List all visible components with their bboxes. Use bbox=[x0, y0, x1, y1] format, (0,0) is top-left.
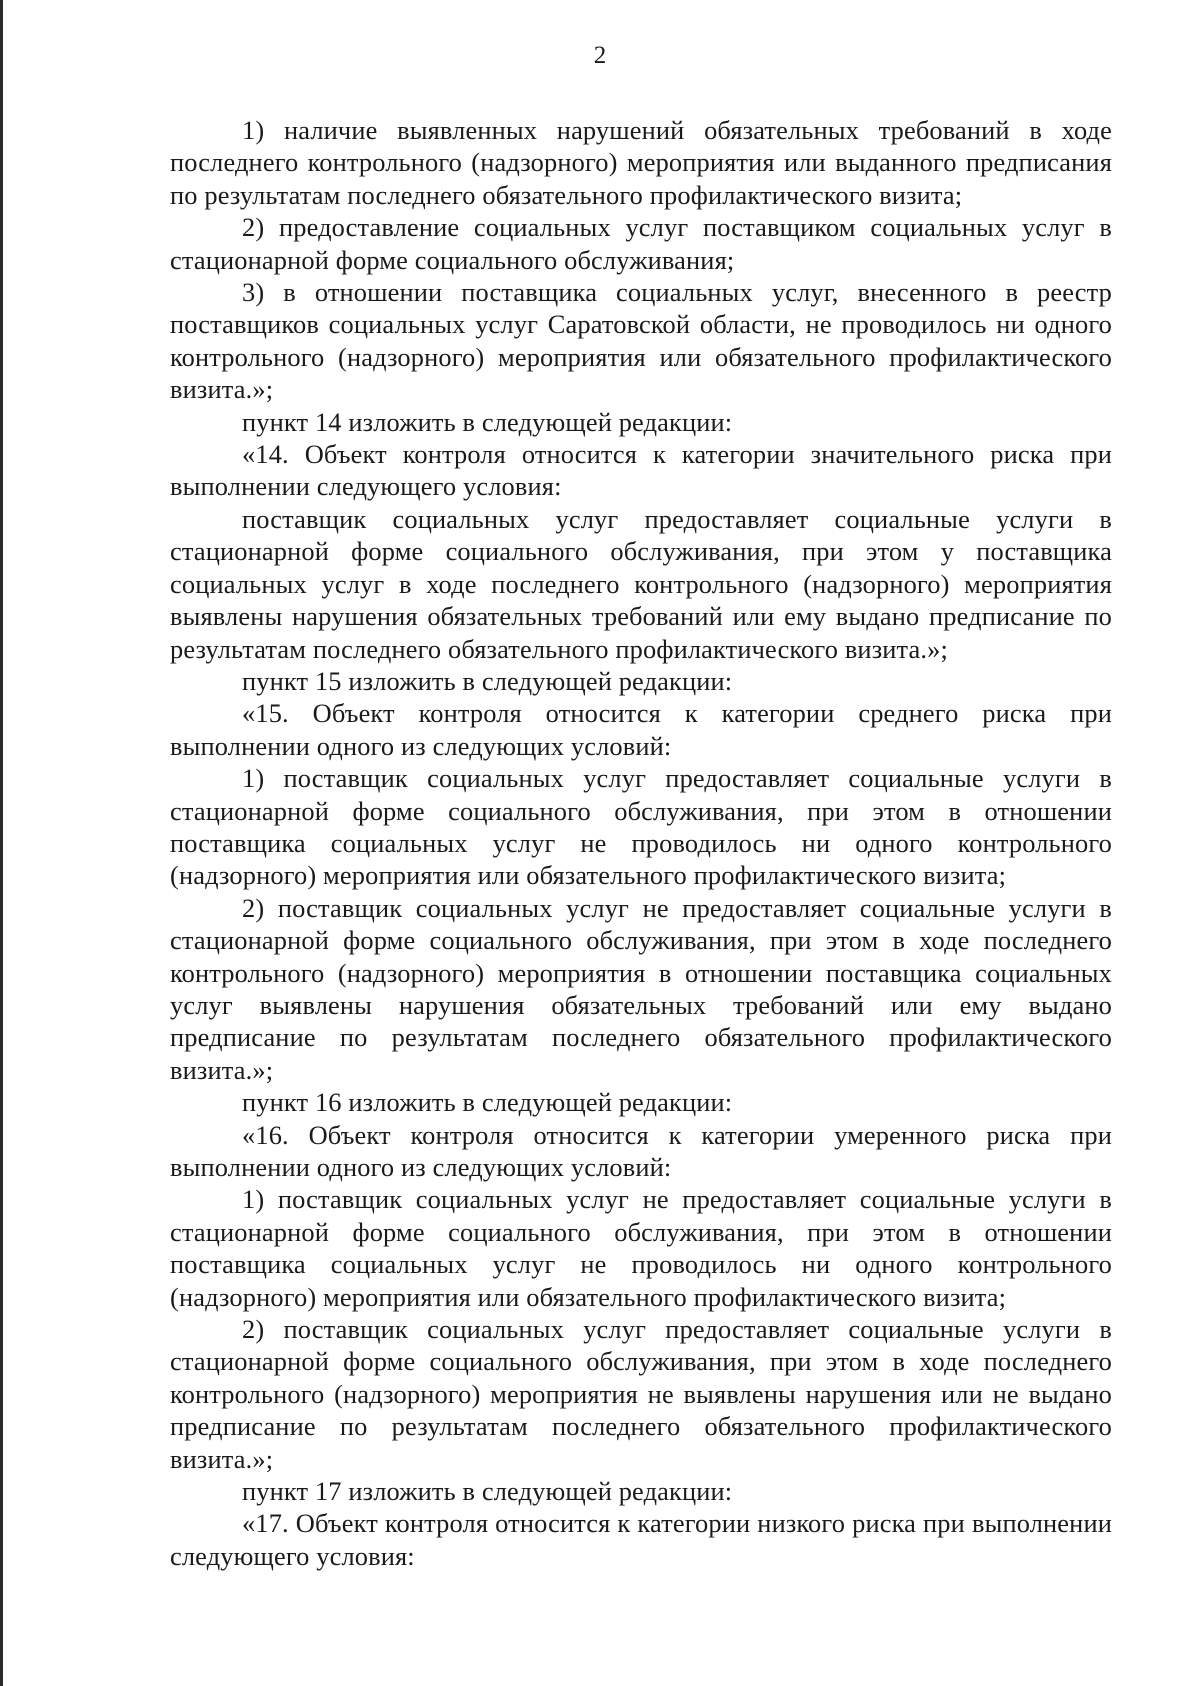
paragraph-point-15-condition-1: 1) поставщик социальных услуг предоставляет социальные услуги в стационарной форме социального обслуживания, при этом в отношении поставщика социальных услуг не проводилось ни одного контрольного (надзорного) мероприятия или обязательного профилактического визита; bbox=[170, 763, 1112, 891]
paragraph-point-14-intro: пункт 14 изложить в следующей редакции: bbox=[242, 406, 733, 437]
paragraph-point-15-intro: пункт 15 изложить в следующей редакции: bbox=[242, 665, 733, 696]
paragraph-2-stationary-services: 2) предоставление социальных услуг поставщиком социальных услуг в стационарной форме социального обслуживания; bbox=[170, 212, 1112, 275]
paragraph-point-14-condition: поставщик социальных услуг предоставляет социальные услуги в стационарной форме социального обслуживания, при этом у поставщика социальных услуг в ходе последнего контрольного (надзорного) мероприятия выявлены нарушения обязательных требований или ему выдано предписание по результатам последнего обязательного профилактического визита.»; bbox=[170, 503, 1112, 664]
paragraph-point-15-condition-2: 2) поставщик социальных услуг не предоставляет социальные услуги в стационарной форме социального обслуживания, при этом в ходе последнего контрольного (надзорного) мероприятия в отношении поставщика социальных услуг выявлены нарушения обязательных требований или ему выдано предписание по результатам последнего обязательного профилактического визита.»; bbox=[170, 892, 1112, 1085]
paragraph-point-17-low-risk: «17. Объект контроля относится к категории низкого риска при выполнении следующего условия: bbox=[170, 1508, 1112, 1571]
paragraph-point-14-significant-risk: «14. Объект контроля относится к категории значительного риска при выполнении следующего условия: bbox=[170, 439, 1112, 502]
paragraph-point-16-intro: пункт 16 изложить в следующей редакции: bbox=[242, 1087, 733, 1118]
paragraph-point-17-intro: пункт 17 изложить в следующей редакции: bbox=[242, 1476, 733, 1507]
document-body bbox=[170, 114, 1112, 1572]
paragraph-point-16-condition-2: 2) поставщик социальных услуг предоставляет социальные услуги в стационарной форме социального обслуживания, при этом в ходе последнего контрольного (надзорного) мероприятия не выявлены нарушения или не выдано предписание по результатам последнего обязательного профилактического визита.»; bbox=[170, 1314, 1112, 1474]
paragraph-point-16-moderate-risk: «16. Объект контроля относится к категории умеренного риска при выполнении одного из следующих условий: bbox=[170, 1119, 1112, 1182]
paragraph-point-15-medium-risk: «15. Объект контроля относится к категории среднего риска при выполнении одного из следующих условий: bbox=[170, 698, 1112, 761]
page-number: 2 bbox=[593, 42, 607, 69]
paragraph-1-violations-found: 1) наличие выявленных нарушений обязательных требований в ходе последнего контрольного (надзорного) мероприятия или выданного предписания по результатам последнего обязательного профилактического визита; bbox=[170, 115, 1112, 210]
scan-edge bbox=[0, 0, 3, 1686]
paragraph-3-no-inspections: 3) в отношении поставщика социальных услуг, внесенного в реестр поставщиков социальных услуг Саратовской области, не проводилось ни одного контрольного (надзорного) мероприятия или обязательного профилактического визита.»; bbox=[170, 277, 1112, 405]
paragraph-point-16-condition-1: 1) поставщик социальных услуг не предоставляет социальные услуги в стационарной форме социального обслуживания, при этом в отношении поставщика социальных услуг не проводилось ни одного контрольного (надзорного) мероприятия или обязательного профилактического визита; bbox=[170, 1184, 1112, 1312]
